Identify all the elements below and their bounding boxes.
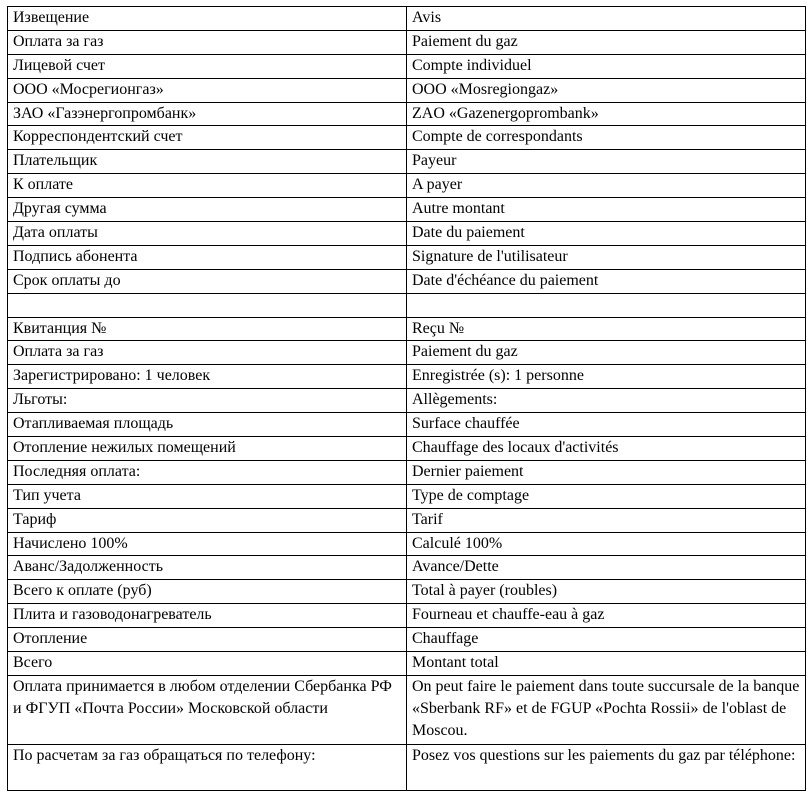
russian-cell: Квитанция № <box>8 317 407 341</box>
french-cell: Compte individuel <box>407 54 806 78</box>
russian-cell: Подпись абонента <box>8 245 407 269</box>
french-cell: Avis <box>407 7 806 31</box>
table-row <box>8 389 806 413</box>
translation-table <box>7 6 806 791</box>
french-cell: Date d'échéance du paiement <box>407 269 806 293</box>
russian-cell: Тариф <box>8 508 407 532</box>
russian-cell: Начислено 100% <box>8 532 407 556</box>
french-cell: Paiement du gaz <box>407 341 806 365</box>
french-cell: Reçu № <box>407 317 806 341</box>
russian-cell: Плита и газоводонагреватель <box>8 604 407 628</box>
french-cell: OOO «Mosregiongaz» <box>407 78 806 102</box>
russian-cell: По расчетам за газ обращаться по телефону: <box>8 744 407 790</box>
table-row <box>8 198 806 222</box>
table-row <box>8 532 806 556</box>
russian-cell: Дата оплаты <box>8 222 407 246</box>
french-cell: Chauffage <box>407 628 806 652</box>
russian-cell: Зарегистрировано: 1 человек <box>8 365 407 389</box>
russian-cell: Аванс/Задолженность <box>8 556 407 580</box>
table-row <box>8 460 806 484</box>
russian-cell: Другая сумма <box>8 198 407 222</box>
table-row <box>8 269 806 293</box>
russian-cell: Отапливаемая площадь <box>8 413 407 437</box>
table-row <box>8 652 806 676</box>
french-cell: Calculé 100% <box>407 532 806 556</box>
table-row <box>8 30 806 54</box>
french-cell: Signature de l'utilisateur <box>407 245 806 269</box>
french-cell: Total à payer (roubles) <box>407 580 806 604</box>
russian-cell: Отопление <box>8 628 407 652</box>
table-row <box>8 102 806 126</box>
table-row <box>8 245 806 269</box>
russian-cell: Оплата за газ <box>8 341 407 365</box>
table-row <box>8 413 806 437</box>
table-row <box>8 484 806 508</box>
table-row <box>8 437 806 461</box>
french-cell: Tarif <box>407 508 806 532</box>
table-row <box>8 54 806 78</box>
french-cell: Autre montant <box>407 198 806 222</box>
table-row <box>8 675 806 744</box>
french-cell: A payer <box>407 174 806 198</box>
russian-cell: ООО «Мосрегионгаз» <box>8 78 407 102</box>
russian-cell: Всего <box>8 652 407 676</box>
table-row <box>8 508 806 532</box>
russian-cell: Последняя оплата: <box>8 460 407 484</box>
table-row <box>8 222 806 246</box>
table-row <box>8 150 806 174</box>
table-row <box>8 174 806 198</box>
russian-cell: Лицевой счет <box>8 54 407 78</box>
table-row <box>8 7 806 31</box>
french-cell: On peut faire le paiement dans toute succursale de la banque «Sberbank RF» et de FGUP «Pochta Rossii» de l'oblast de Moscou. <box>407 675 806 744</box>
russian-cell <box>8 293 407 317</box>
french-cell: Avance/Dette <box>407 556 806 580</box>
russian-cell: Всего к оплате (руб) <box>8 580 407 604</box>
french-cell: Enregistrée (s): 1 personne <box>407 365 806 389</box>
french-cell <box>407 293 806 317</box>
french-cell: Date du paiement <box>407 222 806 246</box>
russian-cell: Оплата за газ <box>8 30 407 54</box>
french-cell: Fourneau et chauffe-eau à gaz <box>407 604 806 628</box>
table-row <box>8 365 806 389</box>
table-row <box>8 126 806 150</box>
french-cell: Type de comptage <box>407 484 806 508</box>
table-row <box>8 78 806 102</box>
table-row <box>8 628 806 652</box>
french-cell: Chauffage des locaux d'activités <box>407 437 806 461</box>
empty-row <box>8 293 806 317</box>
russian-cell: Оплата принимается в любом отделении Сбербанка РФ и ФГУП «Почта России» Московской области <box>8 675 407 744</box>
french-cell: Payeur <box>407 150 806 174</box>
russian-cell: ЗАО «Газэнергопромбанк» <box>8 102 407 126</box>
russian-cell: Извещение <box>8 7 407 31</box>
table-row <box>8 341 806 365</box>
russian-cell: Плательщик <box>8 150 407 174</box>
french-cell: Paiement du gaz <box>407 30 806 54</box>
french-cell: ZAO «Gazenergoprombank» <box>407 102 806 126</box>
russian-cell: К оплате <box>8 174 407 198</box>
russian-cell: Льготы: <box>8 389 407 413</box>
table-row <box>8 580 806 604</box>
russian-cell: Отопление нежилых помещений <box>8 437 407 461</box>
french-cell: Montant total <box>407 652 806 676</box>
french-cell: Posez vos questions sur les paiements du gaz par téléphone: <box>407 744 806 790</box>
russian-cell: Тип учета <box>8 484 407 508</box>
french-cell: Dernier paiement <box>407 460 806 484</box>
russian-cell: Корреспондентский счет <box>8 126 407 150</box>
french-cell: Allègements: <box>407 389 806 413</box>
table-row <box>8 604 806 628</box>
table-row <box>8 744 806 790</box>
table-row <box>8 556 806 580</box>
table-row <box>8 317 806 341</box>
russian-cell: Срок оплаты до <box>8 269 407 293</box>
french-cell: Surface chauffée <box>407 413 806 437</box>
french-cell: Compte de correspondants <box>407 126 806 150</box>
